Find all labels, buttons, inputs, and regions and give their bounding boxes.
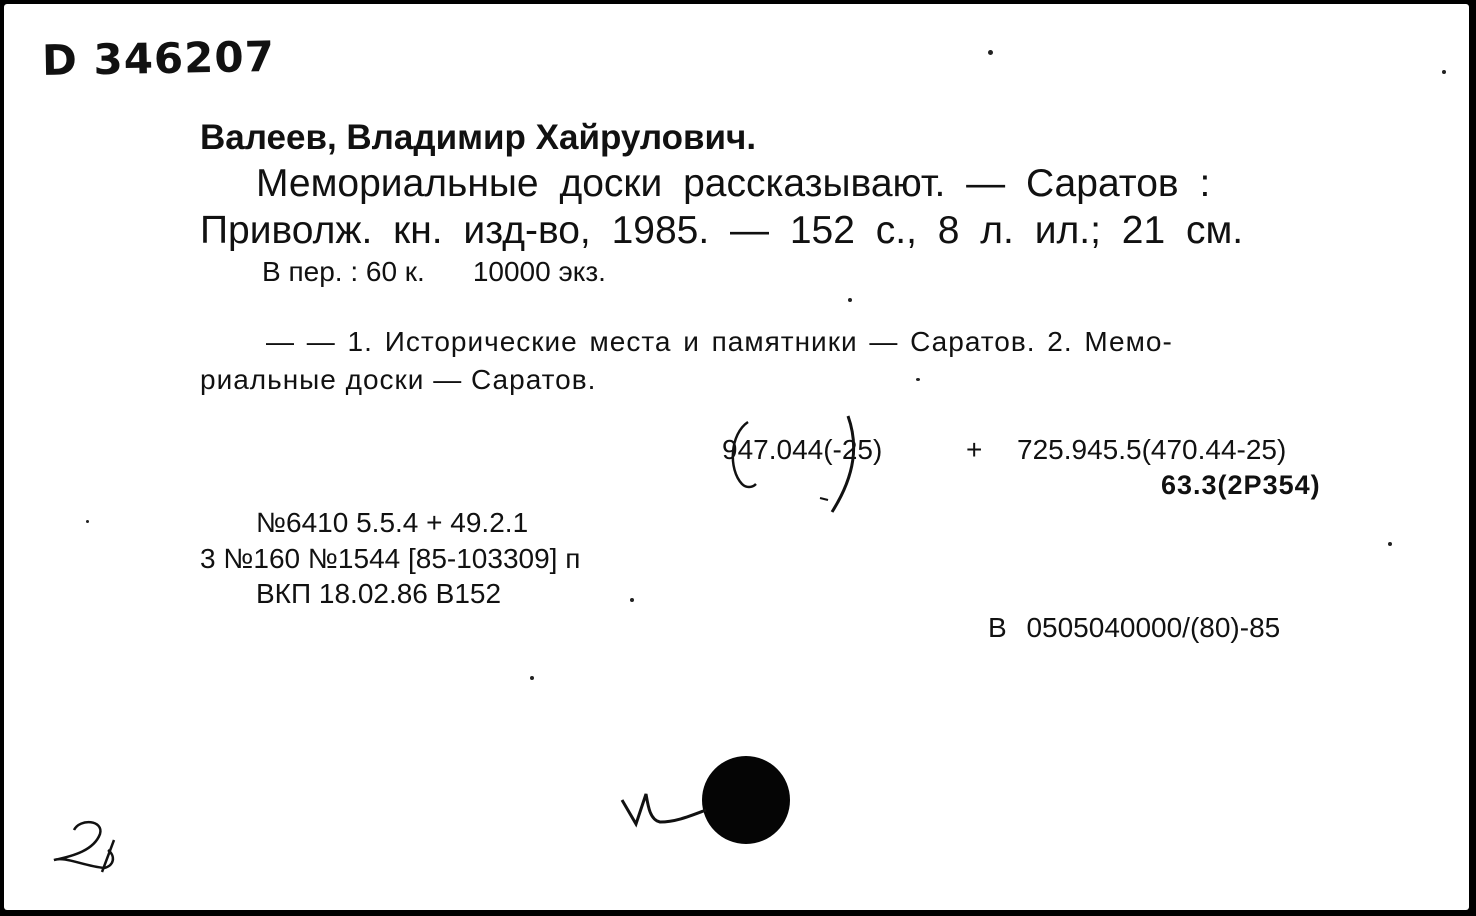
isbn-code: В 0505040000/(80)-85 bbox=[988, 612, 1281, 643]
price-line bbox=[262, 256, 606, 288]
subjects-line-2: риальные доски — Саратов. bbox=[200, 364, 597, 395]
classification-bracketed: 947.044(-25) bbox=[722, 434, 883, 465]
catalog-card bbox=[4, 4, 1469, 910]
ink-speck bbox=[530, 676, 534, 680]
ink-speck bbox=[848, 298, 852, 302]
handwritten-number-mark bbox=[44, 816, 124, 880]
classification-plus: + bbox=[966, 434, 983, 465]
ink-speck bbox=[1388, 542, 1392, 546]
ink-speck bbox=[916, 378, 920, 381]
call-number: D 346207 bbox=[41, 31, 276, 86]
handwritten-bracket-mark bbox=[728, 414, 868, 524]
author-heading: Валеев, Владимир Хайрулович. bbox=[200, 118, 757, 157]
ink-speck bbox=[988, 50, 993, 55]
ink-speck bbox=[86, 520, 89, 523]
title-statement: Мемориальные доски рассказывают. — Саратов : bbox=[256, 162, 1211, 205]
accession-line-2: 3 №160 №1544 [85-103309] п bbox=[200, 543, 581, 574]
accession-line-1: №6410 5.5.4 + 49.2.1 bbox=[256, 507, 529, 538]
subjects-line-1: — — 1. Исторические места и памятники — Саратов. 2. Мемо- bbox=[266, 326, 1173, 357]
ink-speck bbox=[1442, 70, 1446, 74]
copies: 10000 экз. bbox=[472, 256, 606, 287]
ink-speck bbox=[630, 598, 634, 602]
publication-statement: Приволж. кн. изд-во, 1985. — 152 с., 8 л. ил.; 21 см. bbox=[200, 209, 1244, 252]
accession-line-3: ВКП 18.02.86 В152 bbox=[256, 578, 502, 609]
price: В пер. : 60 к. bbox=[262, 256, 425, 287]
classification-second: 725.945.5(470.44-25) bbox=[1017, 434, 1287, 465]
ink-dot-mark bbox=[700, 754, 796, 850]
handwritten-check-mark bbox=[620, 786, 710, 836]
classification-third: 63.3(2Р354) bbox=[1161, 470, 1321, 500]
